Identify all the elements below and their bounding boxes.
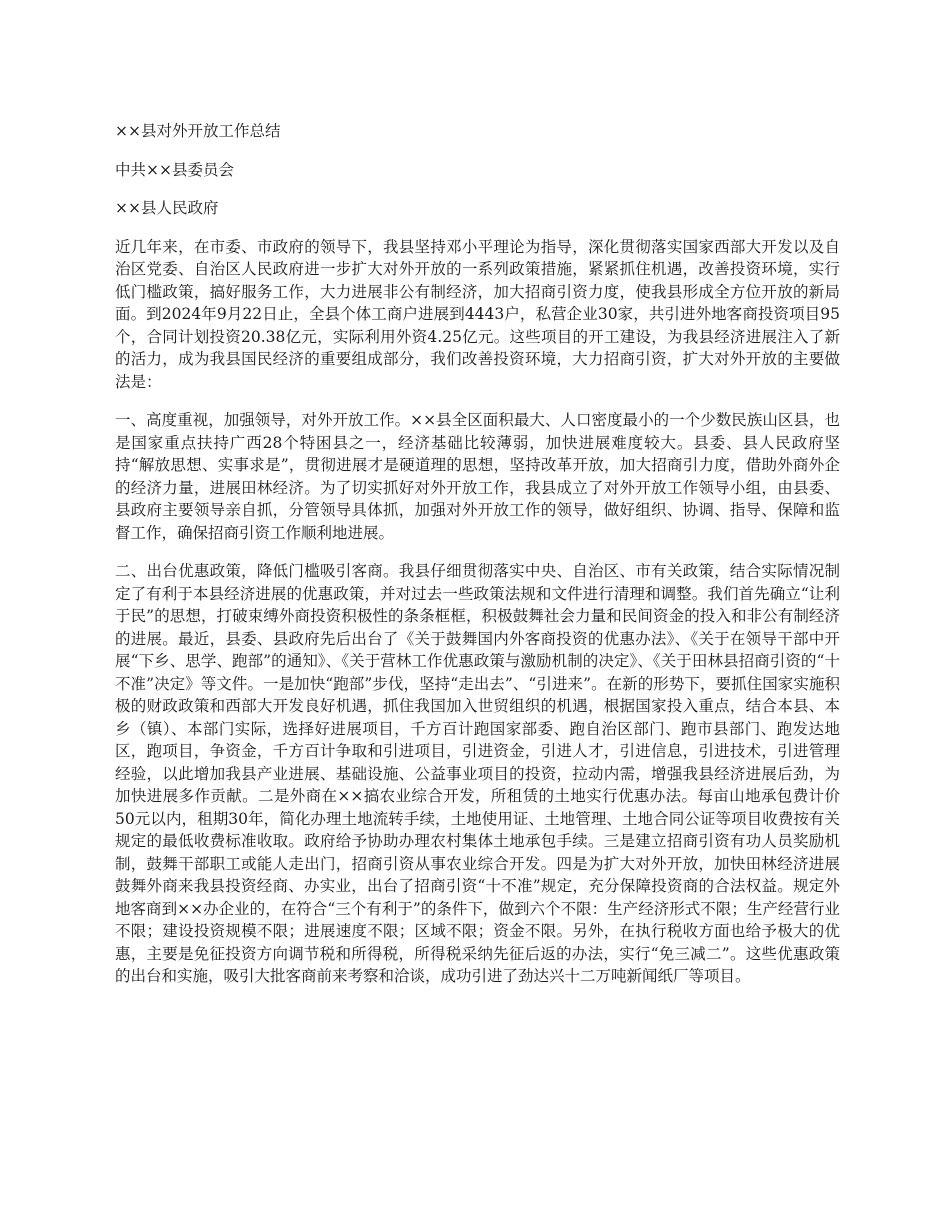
document-title: ××县对外开放工作总结 — [115, 122, 281, 140]
paragraph-section-1: 一、高度重视，加强领导，对外开放工作。××县全区面积最大、人口密度最小的一个少数民族山区县，也是国家重点扶持广西28个特困县之一，经济基础比较薄弱，加快进展难度较大。县委、县人民政府坚持“解放思想、实事求是”，贯彻进展才是硬道理的思想，坚持改革开放，加大招商引力度，借助外商外企的经济力量，进展田林经济。为了切实抓好对外开放工作，我县成立了对外开放工作领导小组，由县委、县政府主要领导亲自抓，分管领导具体抓，加强对外开放工作的领导，做好组织、协调、指导、保障和监督工作，确保招商引资工作顺利地进展。 — [115, 411, 840, 542]
author-party-committee: 中共××县委员会 — [115, 160, 234, 179]
document-page — [115, 120, 840, 1004]
paragraph-section-2: 二、出台优惠政策，降低门槛吸引客商。我县仔细贯彻落实中央、自治区、市有关政策，结合实际情况制定了有利于本县经济进展的优惠政策，并对过去一些政策法规和文件进行清理和调整。我们首先确立“让利于民”的思想，打破束缚外商投资积极性的条条框框，积极鼓舞社会力量和民间资金的投入和非公有制经济的进展。最近，县委、县政府先后出台了《关于鼓舞国内外客商投资的优惠办法》、《关于在领导干部中开展“下乡、思学、跑部”的通知》、《关于营林工作优惠政策与激励机制的决定》、《关于田林县招商引资的“十不准”决定》等文件。一是加快“跑部”步伐，坚持“走出去”、“引进来”。在新的形势下，要抓住国家实施积极的财政政策和西部大开发良好机遇，抓住我国加入世贸组织的机遇，根据国家投入重点，结合本县、本乡（镇）、本部门实际，选择好进展项目，千方百计跑国家部委、跑自治区部门、跑市县部门、跑发达地区，跑项目，争资金，千方百计争取和引进项目，引进资金，引进人才，引进信息，引进技术，引进管理经验，以此增加我县产业进展、基础设施、公益事业项目的投资，拉动内需，增强我县经济进展后劲，为加快进展多作贡献。二是外商在××搞农业综合开发，所租赁的土地实行优惠办法。每亩山地承包费计价50元以内，租期30年，简化办理土地流转手续，土地使用证、土地管理、土地合同公证等项目收费按有关规定的最低收费标准收取。政府给予协助办理农村集体土地承包手续。三是建立招商引资有功人员奖励机制，鼓舞干部职工或能人走出门，招商引资从事农业综合开发。四是为扩大对外开放，加快田林经济进展鼓舞外商来我县投资经商、办实业，出台了招商引资“十不准”规定，充分保障投资商的合法权益。规定外地客商到××办企业的，在符合“三个有利于”的条件下，做到六个不限：生产经济形式不限；生产经营行业不限；建设投资规模不限；进展速度不限；区域不限；资金不限。另外，在执行税收方面也给予极大的优惠，主要是免征投资方向调节税和所得税，所得税采纳先征后返的办法，实行“免三减二”。这些优惠政策的出台和实施，吸引大批客商前来考察和洽谈，成功引进了劲达兴十二万吨新闻纸厂等项目。 — [115, 562, 840, 985]
paragraph-intro: 近几年来，在市委、市政府的领导下，我县坚持邓小平理论为指导，深化贯彻落实国家西部大开发以及自治区党委、自治区人民政府进一步扩大对外开放的一系列政策措施，紧紧抓住机遇，改善投资环境，实行低门槛政策，搞好服务工作，大力进展非公有制经济，加大招商引资力度，使我县形成全方位开放的新局面。到2024年9月22日止，全县个体工商户进展到4443户，私营企业30家，共引进外地客商投资项目95个，合同计划投资20.38亿元，实际利用外资4.25亿元。这些项目的开工建设，为我县经济进展注入了新的活力，成为我县国民经济的重要组成部分，我们改善投资环境，大力招商引资，扩大对外开放的主要做法是： — [115, 237, 840, 391]
author-county-government: ××县人民政府 — [115, 199, 219, 217]
